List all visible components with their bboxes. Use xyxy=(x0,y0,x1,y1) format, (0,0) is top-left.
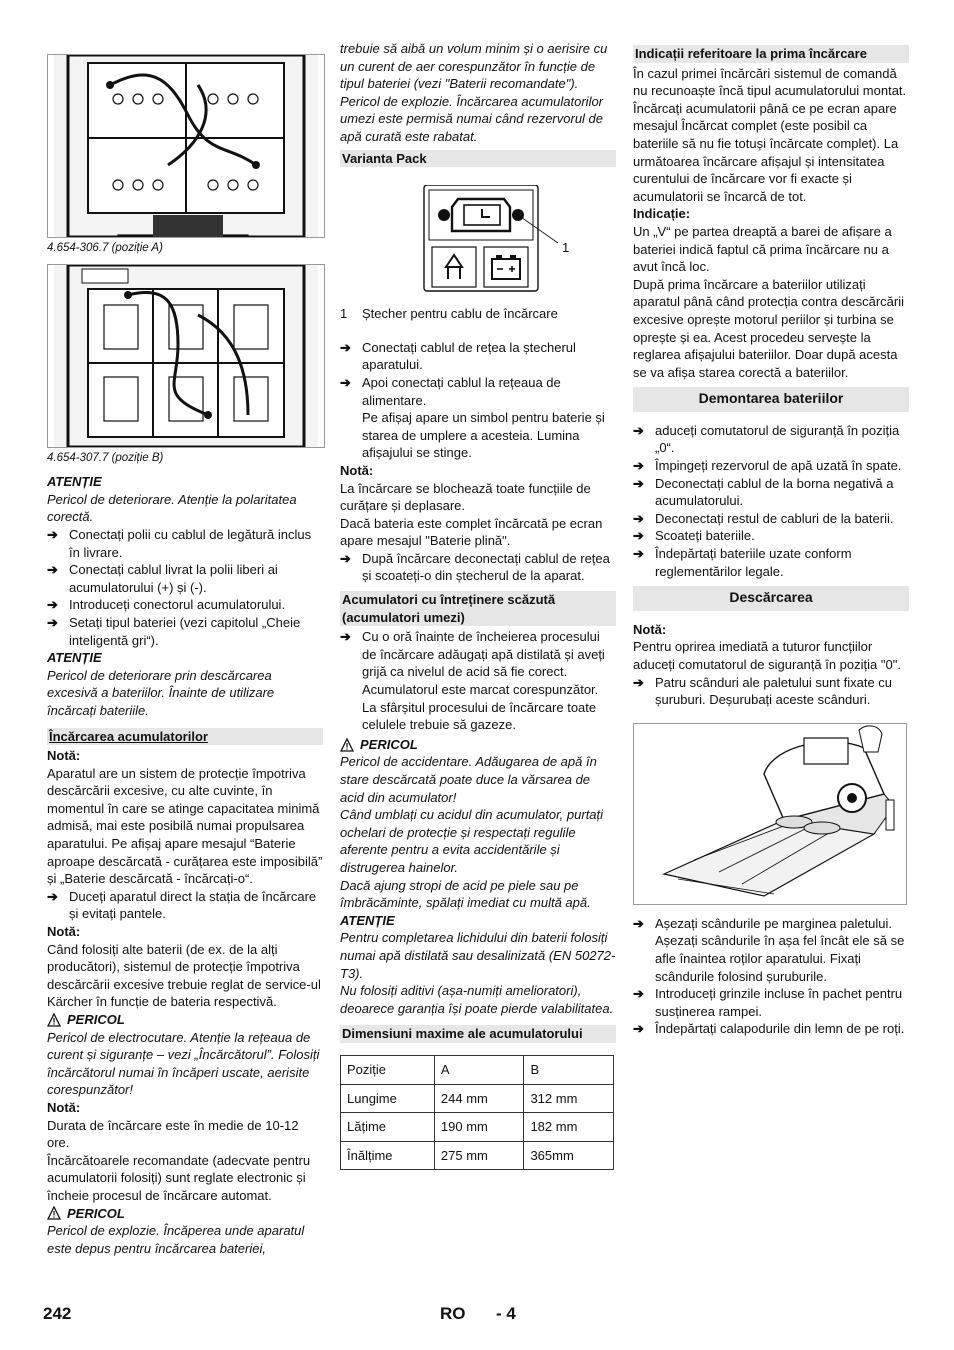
danger-text-1: Pericol de accidentare. Adăugarea de apă în stare descărcată poate duce la vărsarea de acid din acumulator! xyxy=(340,754,597,805)
list-item: ➔ Setați tipul bateriei (vezi capitolul „Cheie inteligentă gri“). xyxy=(47,614,301,648)
section-title-first-charge: Indicații referitoare la prima încărcare xyxy=(633,45,909,63)
table-row: Poziție A B xyxy=(341,1055,614,1084)
note-title: Notă: xyxy=(340,462,374,478)
section-title-unloading: Descărcarea xyxy=(633,586,909,611)
note-2-text: Când folosiți alte baterii (de ex. de la alți producători), sistemul de protecție împotriva descărcării excesive trebuie reglat de service-ul Kärcher în funcție de bateria respectivă. xyxy=(47,941,321,1010)
figure-legend: 1 Ștecher pentru cablu de încărcare xyxy=(340,306,558,322)
arrow-right-icon: ➔ xyxy=(633,422,644,438)
section-number: - 4 xyxy=(496,1304,516,1323)
attention-2-text: Pericol de deteriorare prin descărcarea excesivă a bateriilor. Înainte de utilizare încărcați bateriile. xyxy=(47,667,275,718)
arrow-right-icon: ➔ xyxy=(47,614,58,630)
danger-text-2: Când umblați cu acidul din acumulator, purtați ochelari de protecție și respectați regulile aferente pentru a evita accidentările și distrugerea hainelor. xyxy=(340,807,604,875)
list-item: ➔ După încărcare deconectați cablul de rețea și scoateți-o din ștecherul de la aparat. xyxy=(340,550,610,584)
danger-1-text: Pericol de electrocutare. Atenție la rețeaua de curent și siguranțe – vezi „Încărcătorul”. Folosiți încărcătorul numai în încăperi uscate, aerisite corespunzător! xyxy=(47,1029,320,1098)
section-title-dimensions: Dimensiuni maxime ale acumulatorului xyxy=(340,1025,616,1043)
column-2 xyxy=(340,40,616,1170)
dimensions-table xyxy=(340,1055,614,1170)
arrow-right-icon: ➔ xyxy=(633,475,644,491)
list-item: ➔ Patru scânduri ale paletului sunt fixate cu șuruburi. Deșurubați aceste scânduri. xyxy=(633,674,893,708)
list-item: ➔ Îndepărtați bateriile uzate conform reglementărilor legale. xyxy=(633,546,852,579)
figure-a-caption: 4.654-306.7 (poziție A) xyxy=(47,242,163,254)
battery-figure-a xyxy=(47,54,325,238)
note-title: Notă: xyxy=(633,621,667,637)
list-item: ➔ Împingeți rezervorul de apă uzată în spate. xyxy=(633,458,902,474)
arrow-right-icon: ➔ xyxy=(47,888,58,904)
list-item: ➔ Introduceți conectorul acumulatorului. xyxy=(47,597,286,613)
list-item: ➔ aduceți comutatorul de siguranță în poziția „0“. xyxy=(633,422,900,456)
attention-title: ATENȚIE xyxy=(340,912,395,928)
arrow-right-icon: ➔ xyxy=(340,339,351,355)
table-row: Înălțime 275 mm 365mm xyxy=(341,1141,614,1170)
list-item: ➔ Deconectați restul de cabluri de la baterii. xyxy=(633,510,894,526)
arrow-right-icon: ➔ xyxy=(340,550,351,566)
note-1-title: Notă: xyxy=(47,748,81,764)
warning-triangle-icon xyxy=(47,1206,61,1220)
first-charge-text: În cazul primei încărcări sistemul de comandă nu recunoaște încă tipul acumulatorului montat. Încărcați acumulatorii până ce pe ecran apare mesajul Încărcat complet (este posibil ca bateriile să nu fie totuși încărcate complet). La următoarea încărcare afișajul și intensitatea curentului de încărcare vor fi exacte și acumulatorii se încarcă de tot. xyxy=(633,65,907,204)
attention-text-1: Pentru completarea lichidului din baterii folosiți numai apă distilată sau desalinizată (EN 50272-T3). xyxy=(340,930,616,981)
list-item: ➔ Îndepărtați calapodurile din lemn de pe roți. xyxy=(633,1021,905,1037)
pallet-ramp-figure xyxy=(633,723,907,905)
list-item: ➔ Conectați polii cu cablul de legătură inclus în livrare. xyxy=(47,526,312,560)
explosion-text: Pericol de explozie. Încărcarea acumulatorilor umezi este permisă numai când rezervorul de apă curată este rabatat. xyxy=(340,93,604,144)
arrow-right-icon: ➔ xyxy=(340,374,351,390)
arrow-right-icon: ➔ xyxy=(633,986,644,1002)
charging-socket-figure xyxy=(340,185,616,305)
callout-number: 1 xyxy=(562,240,570,256)
arrow-right-icon: ➔ xyxy=(47,562,58,578)
after-first-charge-text: După prima încărcare a bateriilor utilizați aparatul până când protecția contra descărcării excesive oprește motorul periilor și turbina se oprește și ea. Acest procedeu servește la reglarea afișajului bateriilor. Doar după acesta se va afișa starea corectă a bateriilor. xyxy=(633,276,904,380)
list-item: ➔ Conectați cablul de rețea la ștecherul aparatului. xyxy=(340,339,576,373)
list-item: ➔ Deconectați cablul de la borna negativă a acumulatorului. xyxy=(633,475,894,509)
danger-1-heading: PERICOL xyxy=(47,1011,323,1029)
arrow-right-icon: ➔ xyxy=(633,458,644,474)
list-item: ➔ Scoateți bateriile. xyxy=(633,528,755,544)
danger-2-heading: PERICOL xyxy=(47,1205,323,1223)
note-text-1: La încărcare se blochează toate funcțiile de curățare și deplasare. xyxy=(340,480,591,514)
figure-b-caption: 4.654-307.7 (poziție B) xyxy=(47,451,164,464)
language-code: RO xyxy=(440,1304,466,1323)
section-title-pack: Varianta Pack xyxy=(340,150,616,168)
attention-text-2: Nu folosiți aditivi (așa-numiți amelioratori), deoarece garanția își poate pierde valabilitatea. xyxy=(340,983,614,1016)
list-item: ➔ Apoi conectați cablul la rețeaua de alimentare. xyxy=(340,374,561,408)
arrow-right-icon: ➔ xyxy=(633,1021,644,1037)
column-1 xyxy=(47,40,323,1257)
note-text-2: Dacă bateria este complet încărcată pe ecran apare mesajul "Baterie plină". xyxy=(340,515,603,549)
arrow-right-icon: ➔ xyxy=(633,674,644,690)
indication-text: Un „V“ pe partea dreaptă a barei de afișare a bateriei indică faptul că prima încărcare nu a avut încă loc. xyxy=(633,223,892,275)
arrow-right-icon: ➔ xyxy=(633,510,644,526)
attention-1-title: ATENȚIE xyxy=(47,474,102,490)
attention-1-text: Pericol de deteriorare. Atenție la polaritatea corectă. xyxy=(47,491,297,525)
note-3-title: Notă: xyxy=(47,1099,81,1115)
column-3 xyxy=(633,40,909,1038)
note-3-text-1: Durata de încărcare este în medie de 10-12 ore. xyxy=(47,1117,299,1151)
warning-triangle-icon xyxy=(340,738,354,752)
attention-2-title: ATENȚIE xyxy=(47,650,102,666)
list-item: ➔ Duceți aparatul direct la stația de încărcare și evitați pantele. xyxy=(47,888,317,922)
note-1-text: Aparatul are un sistem de protecție împotriva descărcării excesive, cu alte cuvinte, în momentul în care se atinge capacitatea minimă admisă, mai este posibilă numai propulsarea aparatului. Pe afișaj apare mesajul “Baterie aproape descărcată - curățarea este imposibilă” și „Baterie descărcată - încărcați-o“. xyxy=(47,765,323,887)
section-title-wet-batteries: Acumulatori cu întreținere scăzută (acumulatori umezi) xyxy=(340,591,616,626)
section-title-battery-removal: Demontarea bateriilor xyxy=(633,387,909,412)
warning-triangle-icon xyxy=(47,1013,61,1027)
pack-extra-text: Pe afișaj apare un simbol pentru baterie și starea de umplere a acesteia. Lumina afișajului se stinge. xyxy=(362,410,605,461)
arrow-right-icon: ➔ xyxy=(633,915,644,931)
battery-figure-b xyxy=(47,264,325,448)
arrow-right-icon: ➔ xyxy=(633,528,644,544)
continued-text: trebuie să aibă un volum minim și o aerisire cu un curent de aer corespunzător în funcție de tipul bateriei (vezi "Baterii recomandate"). xyxy=(340,41,608,92)
list-item: ➔ Conectați cablul livrat la polii liberi ai acumulatorului (+) și (-). xyxy=(47,562,278,595)
table-row: Lungime 244 mm 312 mm xyxy=(341,1084,614,1113)
list-item: ➔ Introduceți grinzile incluse în pachet pentru susținerea rampei. xyxy=(633,986,903,1019)
page-number: 242 xyxy=(43,1304,72,1323)
section-title-charging: Încărcarea acumulatorilor xyxy=(47,728,323,746)
table-row: Lățime 190 mm 182 mm xyxy=(341,1113,614,1142)
danger-heading: PERICOL xyxy=(340,736,616,754)
danger-text-3: Dacă ajung stropi de acid pe piele sau pe îmbrăcăminte, spălați imediat cu multă apă. xyxy=(340,877,591,911)
arrow-right-icon: ➔ xyxy=(340,629,351,645)
note-2-title: Notă: xyxy=(47,924,81,940)
list-item: ➔ Cu o oră înainte de încheierea procesului de încărcare adăugați apă distilată și aveți grijă ca nivelul de acid să fie corect. Acumulatorul este marcat corespunzător. La sfârșitul procesului de încărcare toate celulele trebuie să gazeze. xyxy=(340,629,605,733)
arrow-right-icon: ➔ xyxy=(47,526,58,542)
arrow-right-icon: ➔ xyxy=(633,546,644,562)
indication-title: Indicație: xyxy=(633,206,691,222)
note-3-text-2: Încărcătoarele recomandate (adecvate pentru acumulatorii folosiți) sunt reglate electronic și încheie procesul de încărcare automat. xyxy=(47,1152,311,1203)
list-item: ➔ Așezați scândurile pe marginea paletului. Așezați scândurile în așa fel încât ele să se afle înaintea roților aparatului. Fixați scândurile folosind șuruburile. xyxy=(633,915,905,984)
danger-2-text: Pericol de explozie. Încăperea unde aparatul este depus pentru încărcarea bateriei, xyxy=(47,1223,305,1256)
arrow-right-icon: ➔ xyxy=(47,597,58,613)
note-text: Pentru oprirea imediată a tuturor funcțiilor aduceți comutatorul de siguranță în poziția "0". xyxy=(633,639,901,672)
